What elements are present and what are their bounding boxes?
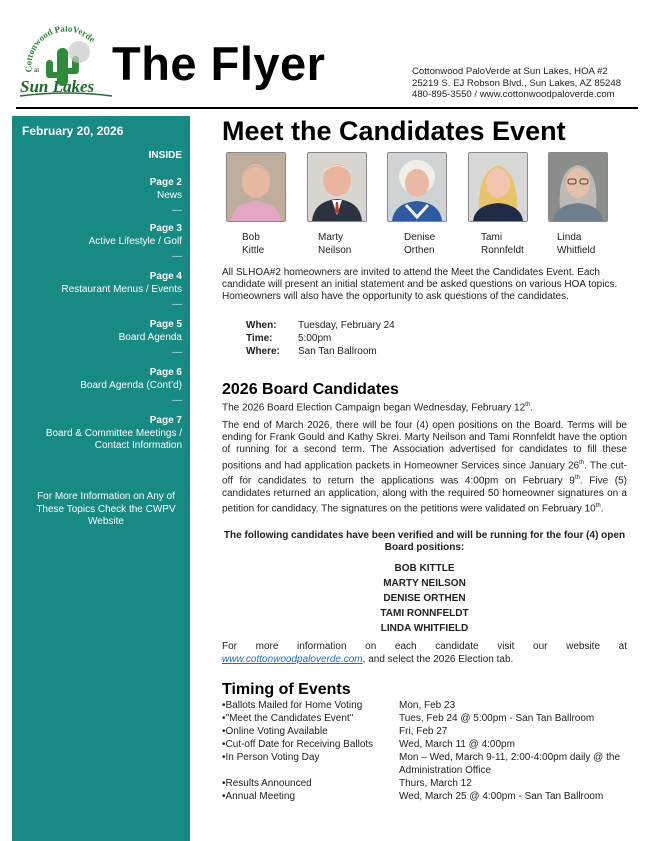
event-name: "Meet the Candidates Event" bbox=[225, 713, 354, 724]
candidate-first-name: Linda bbox=[557, 232, 582, 243]
event-date: Mon, Feb 23 bbox=[399, 700, 456, 711]
event-date: Tues, Feb 24 @ 5:00pm - San Tan Ballroom bbox=[399, 713, 595, 724]
toc-separator: — bbox=[172, 395, 182, 406]
candidate-photo bbox=[307, 152, 367, 222]
sidebar-more-info: For More Information on Any of These Topics Check the CWPV Website bbox=[36, 491, 176, 527]
candidate-name bbox=[481, 232, 524, 257]
superscript: th bbox=[525, 402, 531, 408]
toc-separator: — bbox=[172, 347, 182, 358]
logo-sunlakes-text: Sun Lakes bbox=[20, 77, 95, 96]
candidate-name bbox=[557, 232, 595, 257]
candidate-first-name: Bob bbox=[242, 232, 260, 243]
candidate-photo bbox=[226, 152, 286, 222]
candidate-photo-frame bbox=[307, 152, 367, 222]
contact-line: 480-895-3550 / www.cottonwoodpaloverde.com bbox=[412, 89, 615, 100]
timing-event bbox=[222, 739, 373, 750]
toc-page: Page 5 bbox=[149, 319, 182, 330]
inside-label: INSIDE bbox=[148, 150, 182, 161]
candidate-first-name: Marty bbox=[318, 232, 343, 243]
toc-entry[interactable] bbox=[12, 271, 182, 312]
candidate-photo-frame bbox=[548, 152, 608, 222]
bullet-icon: • bbox=[222, 713, 226, 724]
event-date: Wed, March 11 @ 4:00pm bbox=[399, 739, 515, 750]
candidate-photo bbox=[468, 152, 528, 222]
hoa-logo bbox=[16, 26, 116, 100]
event-date: Wed, March 25 @ 4:00pm - San Tan Ballroom bbox=[399, 791, 604, 802]
board-paragraph bbox=[222, 420, 627, 515]
where-label: Where: bbox=[246, 346, 280, 357]
where-value: San Tan Ballroom bbox=[298, 346, 377, 357]
more-info-paragraph bbox=[222, 641, 627, 666]
candidate-list-item: BOB KITTLE bbox=[394, 563, 455, 574]
event-name: Ballots Mailed for Home Voting bbox=[225, 700, 363, 711]
toc-page: Page 4 bbox=[149, 271, 182, 282]
event-name: Cut-off Date for Receiving Ballots bbox=[225, 739, 374, 750]
board-heading: 2026 Board Candidates bbox=[222, 381, 399, 398]
bullet-icon: • bbox=[222, 778, 226, 789]
more-info-text: For more information on each candidate visit our website at bbox=[222, 641, 627, 652]
toc-page: Page 6 bbox=[149, 367, 182, 378]
header-divider bbox=[16, 107, 638, 109]
event-name: Results Announced bbox=[225, 778, 312, 789]
event-date: Thurs, March 12 bbox=[399, 778, 472, 789]
toc-entry[interactable] bbox=[12, 223, 182, 264]
candidate-name bbox=[318, 232, 351, 257]
candidate-list-item: TAMI RONNFELDT bbox=[380, 608, 469, 619]
timing-event bbox=[222, 726, 328, 737]
event-name: Annual Meeting bbox=[225, 791, 296, 802]
paragraph-text: . The cut-off for candidates to return the applications was 4:00pm on February 9 bbox=[222, 459, 627, 487]
more-info-text: , and select the 2026 Election tab. bbox=[362, 653, 514, 665]
logo-at-text: at bbox=[34, 68, 40, 74]
toc-entry[interactable] bbox=[12, 177, 182, 218]
when-value: Tuesday, February 24 bbox=[298, 320, 395, 331]
time-value: 5:00pm bbox=[298, 333, 332, 344]
toc-desc: News bbox=[156, 189, 182, 201]
candidate-list-item: LINDA WHITFIELD bbox=[380, 623, 469, 634]
contact-line: 25219 S. EJ Robson Blvd., Sun Lakes, AZ 85248 bbox=[412, 77, 622, 89]
contact-line: Cottonwood PaloVerde at Sun Lakes, HOA #2 bbox=[412, 66, 608, 77]
logo-arc-text: Cottonwood PaloVerde bbox=[23, 26, 98, 73]
toc-entry[interactable] bbox=[12, 415, 182, 453]
candidate-photo-frame bbox=[226, 152, 286, 222]
event-date: Mon – Wed, March 9-11, 2:00-4:00pm daily @ the Administration Office bbox=[399, 752, 621, 776]
timing-event bbox=[222, 713, 353, 724]
event-name: Online Voting Available bbox=[225, 726, 328, 737]
toc-desc: Contact Information bbox=[94, 440, 182, 451]
event-date: Fri, Feb 27 bbox=[399, 726, 448, 737]
timing-event bbox=[222, 700, 362, 711]
campaign-line bbox=[222, 402, 533, 413]
candidate-last-name: Orthen bbox=[404, 244, 435, 256]
website-link[interactable]: www.cottonwoodpaloverde.com bbox=[222, 653, 363, 665]
candidate-last-name: Kittle bbox=[242, 244, 265, 256]
candidate-first-name: Tami bbox=[481, 232, 503, 243]
toc-entry[interactable] bbox=[12, 319, 182, 360]
candidate-last-name: Neilson bbox=[318, 244, 352, 256]
candidate-name bbox=[242, 232, 264, 257]
bullet-icon: • bbox=[222, 752, 226, 763]
candidate-list-item: MARTY NEILSON bbox=[383, 578, 466, 589]
toc-page: Page 2 bbox=[149, 177, 182, 188]
bullet-icon: • bbox=[222, 700, 226, 711]
campaign-end: . bbox=[530, 402, 533, 414]
paragraph-text: The end of March 2026, there will be four (4) open positions on the Board. Terms will be ending for Frank Gould and Kathy Skrei. Marty Neilson and Tami Ronnfeldt have the option of running for a second term. The Association advertised for candidates to fill these positions and had application packets in Homeowner Services since January 26 bbox=[222, 420, 627, 471]
when-label: When: bbox=[246, 320, 277, 331]
superscript: th bbox=[579, 459, 585, 466]
candidate-photo bbox=[548, 152, 608, 222]
timing-event bbox=[222, 778, 312, 789]
candidate-photo-frame bbox=[468, 152, 528, 222]
toc-page: Page 3 bbox=[149, 223, 182, 234]
event-intro: All SLHOA#2 homeowners are invited to attend the Meet the Candidates Event. Each candidate will present an initial statement and be asked questions on various HOA topics. Homeowners will also have the opportunity to ask questions of the candidates. bbox=[222, 267, 618, 303]
toc-desc: Board Agenda bbox=[118, 331, 182, 343]
timing-heading: Timing of Events bbox=[222, 681, 351, 698]
superscript: th bbox=[595, 502, 601, 509]
event-time bbox=[246, 333, 331, 344]
candidate-photo-frame bbox=[387, 152, 447, 222]
candidate-last-name: Whitfield bbox=[557, 244, 596, 256]
superscript: th bbox=[574, 475, 580, 482]
timing-event bbox=[222, 791, 295, 802]
event-name: In Person Voting Day bbox=[225, 752, 320, 763]
candidate-list-item: DENISE ORTHEN bbox=[383, 593, 466, 604]
event-when bbox=[246, 320, 395, 331]
toc-separator: — bbox=[172, 251, 182, 262]
time-label: Time: bbox=[246, 333, 273, 344]
paragraph-text: . Five (5) candidates returned an application, along with the required 50 homeowner signatures on a petition for candidacy. The signatures on the petitions were validated on February 10 bbox=[222, 475, 627, 515]
issue-date: February 20, 2026 bbox=[22, 124, 124, 138]
masthead-title: The Flyer bbox=[112, 37, 326, 90]
bullet-icon: • bbox=[222, 791, 226, 802]
verified-statement: The following candidates have been verified and will be running for the four (4) open Board positions: bbox=[223, 530, 626, 554]
candidate-last-name: Ronnfeldt bbox=[481, 244, 524, 256]
toc-separator: — bbox=[172, 205, 182, 216]
candidate-name bbox=[404, 232, 435, 257]
event-where bbox=[246, 346, 377, 357]
toc-desc: Restaurant Menus / Events bbox=[61, 283, 182, 295]
toc-separator: — bbox=[172, 299, 182, 310]
toc-desc: Board & Committee Meetings / bbox=[45, 427, 182, 439]
candidate-first-name: Denise bbox=[404, 232, 436, 243]
bullet-icon: • bbox=[222, 739, 226, 750]
bullet-icon: • bbox=[222, 726, 226, 737]
contact-block bbox=[412, 66, 621, 101]
toc-desc: Active Lifestyle / Golf bbox=[88, 235, 182, 247]
toc-entry[interactable] bbox=[12, 367, 182, 408]
candidate-photo bbox=[387, 152, 447, 222]
toc-page: Page 7 bbox=[149, 415, 182, 426]
timing-event bbox=[222, 752, 319, 763]
toc-desc: Board Agenda (Cont’d) bbox=[80, 379, 182, 391]
paragraph-text: . bbox=[600, 503, 604, 515]
event-heading: Meet the Candidates Event bbox=[222, 116, 566, 146]
campaign-text: The 2026 Board Election Campaign began Wednesday, February 12 bbox=[222, 402, 526, 414]
